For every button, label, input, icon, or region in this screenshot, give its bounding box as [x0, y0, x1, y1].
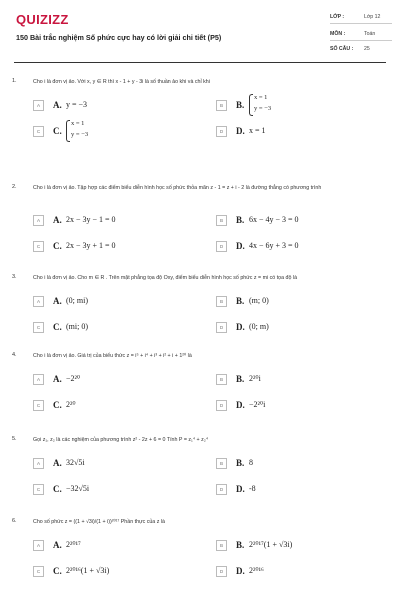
question-text: Cho i là đơn vị ảo. Cho m ∈ R . Trên mặt phẳng tọa độ Oxy, điểm biểu diễn hình học số phức z = mi có tọa độ là — [33, 275, 298, 281]
option-label: A. — [53, 374, 62, 384]
option-value: −32√5i — [66, 484, 90, 493]
option-label: D. — [236, 241, 245, 251]
option-value: 8 — [249, 458, 253, 467]
option-label: B. — [236, 215, 245, 225]
option-checkbox[interactable]: C — [33, 126, 44, 137]
option-checkbox[interactable]: B — [216, 540, 227, 551]
option-value: 2²⁰¹⁷ — [66, 540, 81, 549]
meta-subject-key: MÔN : — [330, 31, 346, 37]
system-equation: x = 1 — [254, 94, 268, 101]
question-text: Cho i là đơn vị ảo. Với x, y ∈ R thì x - 1 + y - 3i là số thuần ảo khi và chỉ khi — [33, 79, 210, 85]
option-value: 2²⁰¹⁶ — [249, 566, 264, 575]
meta-count-key: SỐ CÂU : — [330, 46, 354, 52]
option-checkbox[interactable]: C — [33, 241, 44, 252]
option-value: (m; 0) — [249, 296, 269, 305]
meta-class-key: LỚP : — [330, 14, 345, 20]
option-label: A. — [53, 100, 62, 110]
system-equation: y = −3 — [254, 105, 272, 112]
meta-subject-value: Toán — [364, 31, 376, 37]
option-value: y = −3 — [66, 100, 88, 109]
question-number: 6. — [12, 518, 17, 524]
option-value: 2²⁰¹⁷(1 + √3i) — [249, 540, 293, 549]
option-value: 2²⁰i — [249, 374, 261, 383]
question-number: 2. — [12, 184, 17, 190]
option-checkbox[interactable]: A — [33, 215, 44, 226]
option-label: A. — [53, 215, 62, 225]
option-checkbox[interactable]: B — [216, 100, 227, 111]
question-text: Cho i là đơn vị ảo. Tập hợp các điểm biểu diễn hình học số phức thỏa mãn z - 1 = z + i - 2 là đường thẳng có phương trình — [33, 185, 322, 191]
option-label: D. — [236, 566, 245, 576]
option-value: 2x − 3y − 1 = 0 — [66, 215, 116, 224]
option-checkbox[interactable]: C — [33, 322, 44, 333]
equation-system — [66, 120, 106, 142]
page-title: 150 Bài trắc nghiệm Số phức cực hay có lời giải chi tiết (P5) — [16, 33, 222, 42]
option-checkbox[interactable]: A — [33, 100, 44, 111]
meta-count-value: 25 — [364, 46, 370, 52]
option-checkbox[interactable]: A — [33, 374, 44, 385]
system-brace — [249, 94, 253, 116]
option-checkbox[interactable]: C — [33, 400, 44, 411]
quizizz-logo: QUIZIZZ — [16, 12, 69, 27]
option-label: B. — [236, 100, 245, 110]
option-checkbox[interactable]: D — [216, 126, 227, 137]
option-checkbox[interactable]: D — [216, 400, 227, 411]
option-label: A. — [53, 296, 62, 306]
option-checkbox[interactable]: D — [216, 322, 227, 333]
option-label: A. — [53, 458, 62, 468]
option-checkbox[interactable]: A — [33, 540, 44, 551]
option-label: B. — [236, 296, 245, 306]
option-value: (0; mi) — [66, 296, 88, 305]
option-label: C. — [53, 322, 62, 332]
question-number: 4. — [12, 352, 17, 358]
option-checkbox[interactable]: B — [216, 374, 227, 385]
option-label: D. — [236, 322, 245, 332]
question-text: Cho i là đơn vị ảo. Giá trị của biểu thức z = i⁵ + i⁴ + i³ + i² + i + 1²⁰ là — [33, 353, 192, 359]
option-label: D. — [236, 400, 245, 410]
system-equation: x = 1 — [71, 120, 85, 127]
option-checkbox[interactable]: A — [33, 296, 44, 307]
option-value: 2x − 3y + 1 = 0 — [66, 241, 116, 250]
option-checkbox[interactable]: B — [216, 296, 227, 307]
option-value: (mi; 0) — [66, 322, 88, 331]
option-label: C. — [53, 484, 62, 494]
option-label: C. — [53, 566, 62, 576]
option-label: D. — [236, 484, 245, 494]
header-divider — [14, 62, 386, 63]
option-value: 4x − 6y + 3 = 0 — [249, 241, 299, 250]
option-value: (0; m) — [249, 322, 269, 331]
equation-system — [249, 94, 289, 116]
option-checkbox[interactable]: C — [33, 566, 44, 577]
option-label: C. — [53, 400, 62, 410]
option-label: B. — [236, 374, 245, 384]
option-value: -8 — [249, 484, 256, 493]
system-equation: y = −3 — [71, 131, 89, 138]
option-value: x = 1 — [249, 126, 266, 135]
question-text: Gọi z₁, z₂ là các nghiệm của phương trình z² - 2z + 6 = 0 Tính P = z₁⁴ + z₂⁴ — [33, 437, 209, 443]
option-checkbox[interactable]: D — [216, 566, 227, 577]
question-number: 5. — [12, 436, 17, 442]
option-value: −2²⁰ — [66, 374, 81, 383]
option-label: D. — [236, 126, 245, 136]
question-number: 1. — [12, 78, 17, 84]
option-value: −2²⁰i — [249, 400, 266, 409]
system-brace — [66, 120, 70, 142]
option-label: B. — [236, 540, 245, 550]
option-value: 32√5i — [66, 458, 85, 467]
option-label: B. — [236, 458, 245, 468]
option-value: 2²⁰¹⁶(1 + √3i) — [66, 566, 110, 575]
question-number: 3. — [12, 274, 17, 280]
option-checkbox[interactable]: D — [216, 484, 227, 495]
option-checkbox[interactable]: C — [33, 484, 44, 495]
option-checkbox[interactable]: A — [33, 458, 44, 469]
option-checkbox[interactable]: B — [216, 215, 227, 226]
option-checkbox[interactable]: B — [216, 458, 227, 469]
option-label: A. — [53, 540, 62, 550]
meta-class-value: Lớp 12 — [364, 14, 381, 20]
option-value: 6x − 4y − 3 = 0 — [249, 215, 299, 224]
option-label: C. — [53, 126, 62, 136]
option-value: 2²⁰ — [66, 400, 76, 409]
question-text: Cho số phức z = ((1 + √3i)/(1 + i))²⁰¹⁷ Phần thực của z là — [33, 519, 165, 525]
option-checkbox[interactable]: D — [216, 241, 227, 252]
option-label: C. — [53, 241, 62, 251]
